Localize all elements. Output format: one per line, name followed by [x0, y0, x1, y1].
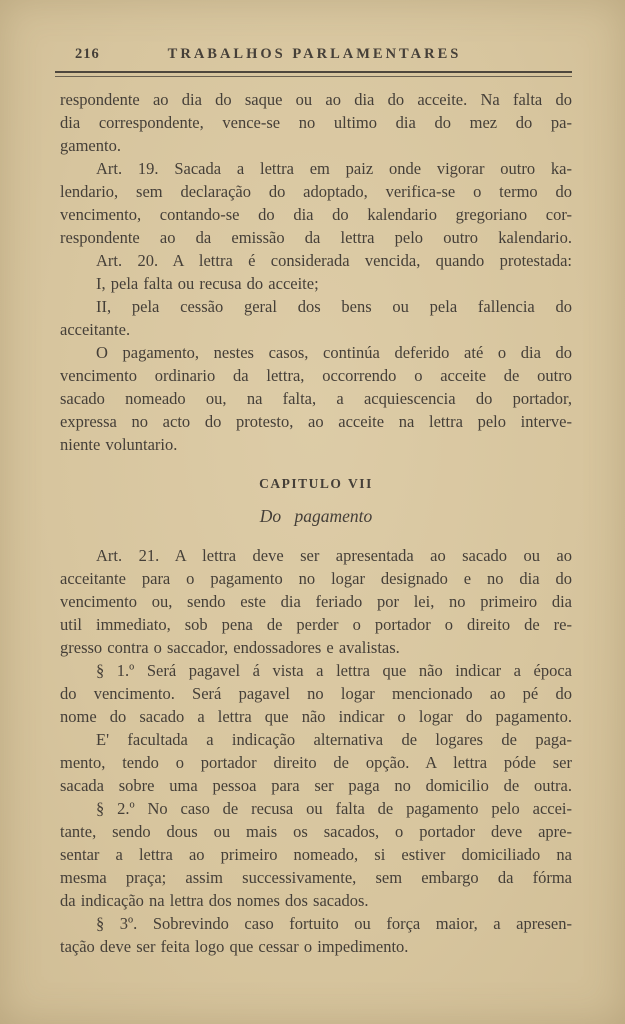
paragraph-art-20 — [60, 249, 572, 272]
text-line: acceitante para o pagamento no logar designado e no dia do — [60, 569, 572, 588]
text-line: E' facultada a indicação alternativa de logares de paga- — [96, 730, 572, 749]
paragraph-logares — [60, 728, 572, 797]
text-line: sacado nomeado ou, na falta, a acquiescencia do portador, — [60, 389, 572, 408]
text-line: respondente ao dia do saque ou ao dia do acceite. Na falta do — [60, 90, 572, 109]
clause-i — [60, 272, 572, 295]
running-title: TRABALHOS PARLAMENTARES — [167, 46, 462, 62]
text-line: sacada sobre uma pessoa para ser paga no domicilio de outra. — [60, 776, 572, 795]
text-line: gresso contra o saccador, endossadores e avalistas. — [60, 638, 400, 657]
text-line: § 2.º No caso de recusa ou falta de pagamento pelo accei- — [96, 799, 572, 818]
text-line: da indicação na lettra dos nomes dos sacados. — [60, 891, 369, 910]
chapter-heading: CAPITULO VII — [259, 476, 373, 491]
text-line: tação deve ser feita logo que cessar o impedimento. — [60, 937, 409, 956]
text-line: nome do sacado a lettra que não indicar o logar do pagamento. — [60, 707, 572, 726]
text-line: util immediato, sob pena de perder o portador o direito de re- — [60, 615, 572, 634]
text-line: sentar a lettra ao primeiro nomeado, si estiver domiciliado na — [60, 845, 572, 864]
paragraph-pagamento-deferido — [60, 341, 572, 456]
paragraph-s1 — [60, 659, 572, 728]
text-line: acceitante. — [60, 320, 131, 339]
text-line: tante, sendo dous ou mais os sacados, o portador deve apre- — [60, 822, 572, 841]
paragraph-art-21 — [60, 544, 572, 659]
text-line: lendario, sem declaração do adoptado, verifica-se o termo do — [60, 182, 572, 201]
text-line: vencimento ordinario da lettra, occorrendo o acceite de outro — [60, 366, 572, 385]
text-line: dia correspondente, vence-se no ultimo dia do mez do pa- — [60, 113, 572, 132]
paragraph-s2 — [60, 797, 572, 912]
text-line: § 1.º Será pagavel á vista a lettra que não indicar a época — [96, 661, 572, 680]
text-line: gamento. — [60, 136, 121, 155]
chapter-subheading: Do pagamento — [259, 506, 373, 526]
text-line: § 3º. Sobrevindo caso fortuito ou força maior, a apresen- — [96, 914, 572, 933]
paragraph-art-19 — [60, 157, 572, 249]
text-line: expressa no acto do protesto, ao acceite na lettra pelo interve- — [60, 412, 572, 431]
page-header — [57, 46, 572, 66]
text-line: do vencimento. Será pagavel no logar mencionado ao pé do — [60, 684, 572, 703]
page-number: 216 — [75, 46, 100, 62]
text-line: mesma praça; assim successivamente, sem embargo da fórma — [60, 868, 572, 887]
clause-ii — [60, 295, 572, 341]
header-rule — [55, 71, 572, 77]
text-line: mento, tendo o portador direito de opção. A lettra póde ser — [60, 753, 572, 772]
text-line: vencimento ou, sendo este dia feriado por lei, no primeiro dia — [60, 592, 572, 611]
text-line: I, pela falta ou recusa do acceite; — [96, 274, 319, 293]
paragraph-s3 — [60, 912, 572, 958]
page-body — [60, 88, 572, 958]
text-line: Art. 21. A lettra deve ser apresentada ao sacado ou ao — [96, 546, 572, 565]
paragraph-continuation — [60, 88, 572, 157]
text-line: niente voluntario. — [60, 435, 178, 454]
text-line: vencimento, contando-se do dia do kalendario gregoriano cor- — [60, 205, 572, 224]
text-line: Art. 20. A lettra é considerada vencida, quando protestada: — [96, 251, 572, 270]
text-line: respondente ao da emissão da lettra pelo outro kalendario. — [60, 228, 572, 247]
text-line: Art. 19. Sacada a lettra em paiz onde vigorar outro ka- — [96, 159, 572, 178]
text-line: II, pela cessão geral dos bens ou pela fallencia do — [96, 297, 572, 316]
text-line: O pagamento, nestes casos, continúa deferido até o dia do — [96, 343, 572, 362]
